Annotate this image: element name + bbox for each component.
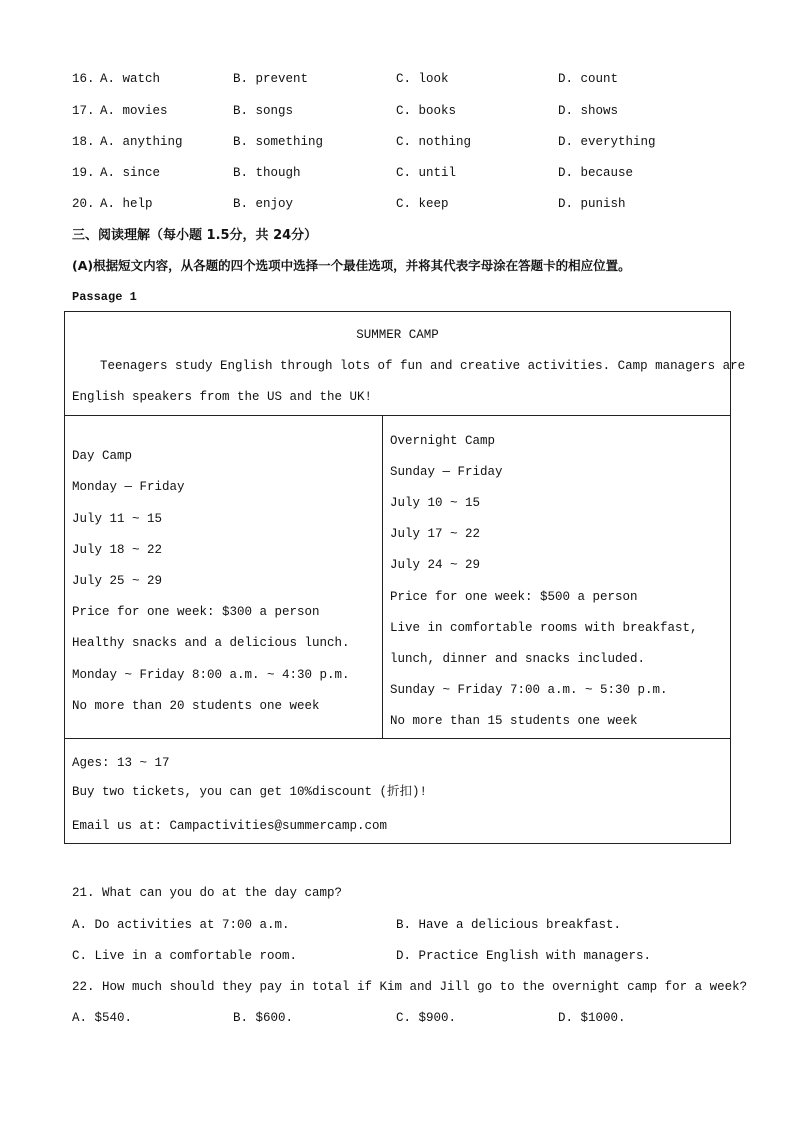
day-camp-food: Healthy snacks and a delicious lunch. [72,636,350,650]
ad-intro-line: Teenagers study English through lots of fun and creative activities. Camp managers are [100,359,746,373]
option-b: B. songs [233,104,294,118]
option-c: C. look [396,72,449,86]
day-camp-date: July 25 ~ 29 [72,574,163,588]
overnight-camp-date: July 10 ~ 15 [390,496,481,510]
option-d: D. count [558,72,619,86]
option-b: B. Have a delicious breakfast. [396,918,622,932]
question-stem: 22. How much should they pay in total if Kim and Jill go to the overnight camp for a week? [72,980,748,994]
overnight-camp-hours: Sunday ~ Friday 7:00 a.m. ~ 5:30 p.m. [390,683,668,697]
question-number: 20. [72,197,95,211]
section-title: 三、阅读理解（每小题 1.5分，共 24分） [72,228,318,243]
option-a: A. movies [100,104,168,118]
overnight-camp-rooms: Live in comfortable rooms with breakfast, [390,621,698,635]
day-camp-hours: Monday ~ Friday 8:00 a.m. ~ 4:30 p.m. [72,668,350,682]
option-a: A. anything [100,135,183,149]
overnight-camp-rooms: lunch, dinner and snacks included. [390,652,646,666]
option-a: A. since [100,166,161,180]
option-a: A. watch [100,72,161,86]
option-c: C. nothing [396,135,472,149]
section-instruction: (A)根据短文内容，从各题的四个选项中选择一个最佳选项，并将其代表字母涂在答题卡的相应位置。 [72,258,631,273]
day-camp-price: Price for one week: $300 a person [72,605,320,619]
overnight-camp-price: Price for one week: $500 a person [390,590,638,604]
option-a: A. help [100,197,153,211]
ad-intro-line: English speakers from the US and the UK! [72,390,373,404]
day-camp-days: Monday — Friday [72,480,185,494]
overnight-camp-days: Sunday — Friday [390,465,503,479]
overnight-camp-box [382,415,731,739]
ad-discount: Buy two tickets, you can get 10%discount (折扣)! [72,785,428,799]
option-b: B. something [233,135,324,149]
option-b: B. enjoy [233,197,294,211]
option-d: D. because [558,166,634,180]
option-d: D. punish [558,197,626,211]
day-camp-box [64,415,383,739]
overnight-camp-limit: No more than 15 students one week [390,714,638,728]
ad-header-box [64,311,746,416]
ad-email: Email us at: Campactivities@summercamp.com [72,819,388,833]
ad-footer-box [64,738,731,844]
option-a: A. Do activities at 7:00 a.m. [72,918,290,932]
option-b: B. though [233,166,301,180]
option-b: B. prevent [233,72,309,86]
day-camp-limit: No more than 20 students one week [72,699,320,713]
option-c: C. Live in a comfortable room. [72,949,298,963]
ad-ages: Ages: 13 ~ 17 [72,756,170,770]
question-number: 16. [72,72,95,86]
day-camp-title: Day Camp [72,449,133,463]
option-d: D. Practice English with managers. [396,949,652,963]
day-camp-date: July 18 ~ 22 [72,543,163,557]
option-c: C. $900. [396,1011,457,1025]
option-c: C. until [396,166,457,180]
question-number: 17. [72,104,95,118]
option-c: C. keep [396,197,449,211]
question-number: 19. [72,166,95,180]
day-camp-date: July 11 ~ 15 [72,512,163,526]
option-a: A. $540. [72,1011,133,1025]
question-stem: 21. What can you do at the day camp? [72,886,343,900]
overnight-camp-date: July 17 ~ 22 [390,527,481,541]
overnight-camp-title: Overnight Camp [390,434,496,448]
option-c: C. books [396,104,457,118]
option-d: D. shows [558,104,619,118]
option-d: D. $1000. [558,1011,626,1025]
option-d: D. everything [558,135,656,149]
overnight-camp-date: July 24 ~ 29 [390,558,481,572]
option-b: B. $600. [233,1011,294,1025]
question-number: 18. [72,135,95,149]
passage-label: Passage 1 [72,290,137,304]
ad-title: SUMMER CAMP [356,328,439,342]
